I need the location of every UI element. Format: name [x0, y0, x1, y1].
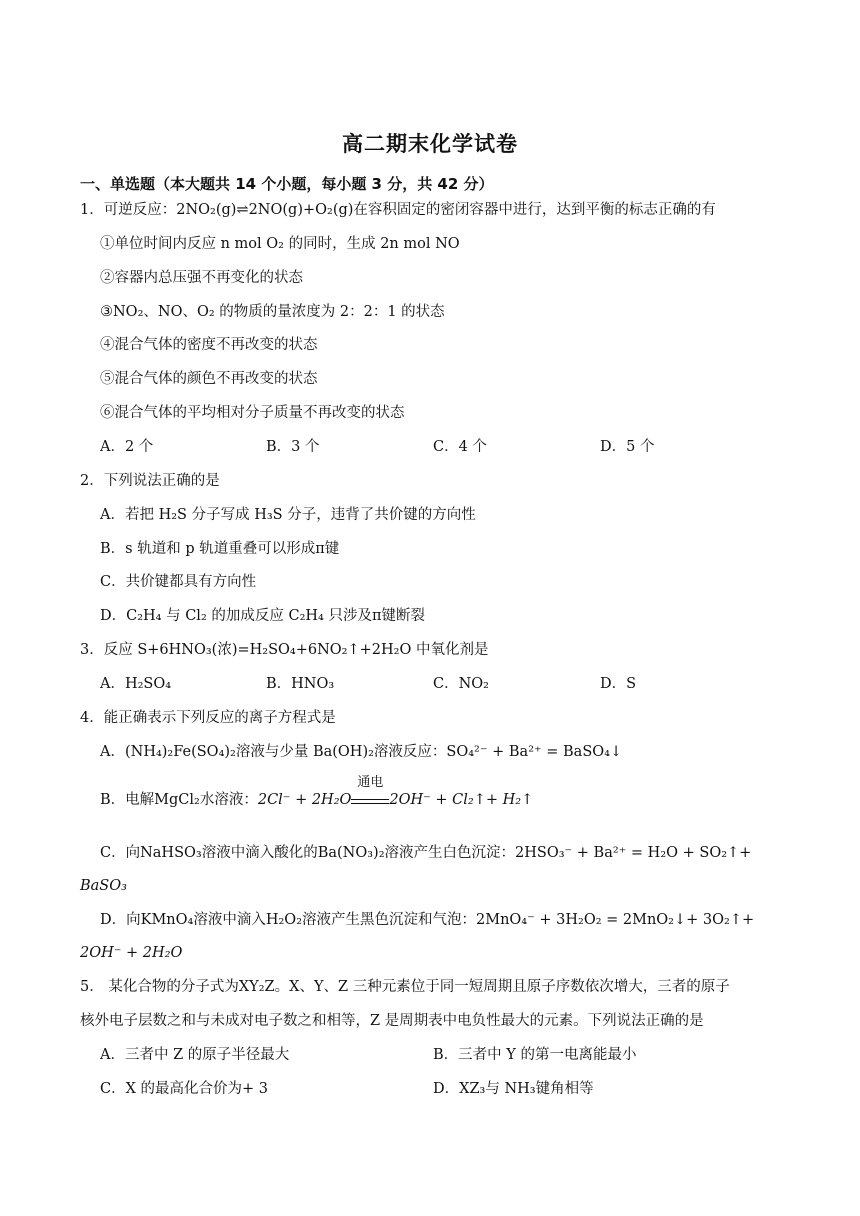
- question-1-option-c: C．4 个: [433, 439, 487, 455]
- question-4-stem: 4．能正确表示下列反应的离子方程式是: [80, 710, 336, 726]
- option-b-left-side: 2Cl⁻ + 2H₂O: [257, 792, 352, 808]
- question-5-stem-line-1: 5． 某化合物的分子式为XY₂Z。X、Y、Z 三种元素位于同一短周期且原子序数依次增大，三者的原子: [80, 979, 730, 995]
- question-4-option-b: [100, 775, 534, 810]
- option-b-right-side: 2OH⁻ + Cl₂↑+ H₂↑: [389, 792, 534, 808]
- question-1-item-5: ⑤混合气体的颜色不再改变的状态: [100, 371, 318, 387]
- section-heading: 一、单选题（本大题共 14 个小题，每小题 3 分，共 42 分）: [80, 175, 494, 193]
- question-2-option-a: A．若把 H₂S 分子写成 H₃S 分子，违背了共价键的方向性: [100, 507, 476, 523]
- question-2-option-d: D．C₂H₄ 与 Cl₂ 的加成反应 C₂H₄ 只涉及π键断裂: [100, 608, 425, 624]
- question-3-stem: 3．反应 S+6HNO₃(浓)=H₂SO₄+6NO₂↑+2H₂O 中氧化剂是: [80, 642, 489, 658]
- question-2-option-c: C．共价键都具有方向性: [100, 574, 257, 590]
- question-5-option-c: C．X 的最高化合价为+ 3: [100, 1081, 269, 1097]
- question-1-option-b: B．3 个: [266, 439, 320, 455]
- question-4-option-d-line-2: 2OH⁻ + 2H₂O: [80, 945, 183, 961]
- option-b-prefix: B．电解MgCl₂水溶液：: [100, 792, 258, 808]
- question-1-item-3: ③NO₂、NO、O₂ 的物质的量浓度为 2：2：1 的状态: [100, 304, 445, 320]
- question-5-option-d: D．XZ₃与 NH₃键角相等: [433, 1081, 594, 1097]
- question-4-option-a: A．(NH₄)₂Fe(SO₄)₂溶液与少量 Ba(OH)₂溶液反应：SO₄²⁻ + Ba²⁺ = BaSO₄↓: [100, 744, 623, 760]
- question-4-option-d-line-1: D．向KMnO₄溶液中滴入H₂O₂溶液产生黑色沉淀和气泡：2MnO₄⁻ + 3H₂O₂ = 2MnO₂↓+ 3O₂↑+: [100, 912, 755, 928]
- question-2-option-b: B．s 轨道和 p 轨道重叠可以形成π键: [100, 541, 340, 557]
- question-4-option-c-line-2: BaSO₃: [80, 878, 127, 894]
- question-3-option-c: C．NO₂: [433, 676, 489, 692]
- question-1-stem: 1．可逆反应：2NO₂(g)⇌2NO(g)+O₂(g)在容积固定的密闭容器中进行，达到平衡的标志正确的有: [80, 202, 716, 218]
- question-1-item-1: ①单位时间内反应 n mol O₂ 的同时，生成 2n mol NO: [100, 236, 460, 252]
- question-1-item-2: ②容器内总压强不再变化的状态: [100, 270, 303, 286]
- question-2-stem: 2．下列说法正确的是: [80, 473, 220, 489]
- electrolysis-arrow: [351, 775, 389, 804]
- question-3-option-a: A．H₂SO₄: [100, 676, 172, 692]
- electrolysis-condition: 通电: [357, 775, 384, 790]
- question-3-option-b: B．HNO₃: [266, 676, 335, 692]
- question-4-option-c-line-1: C．向NaHSO₃溶液中滴入酸化的Ba(NO₃)₂溶液产生白色沉淀：2HSO₃⁻ + Ba²⁺ = H₂O + SO₂↑+: [100, 845, 752, 861]
- question-1-option-d: D．5 个: [600, 439, 655, 455]
- question-5-stem-line-2: 核外电子层数之和与未成对电子数之和相等，Z 是周期表中电负性最大的元素。下列说法正确的是: [80, 1013, 704, 1029]
- question-1-item-4: ④混合气体的密度不再改变的状态: [100, 337, 318, 353]
- question-5-option-a: A．三者中 Z 的原子半径最大: [100, 1047, 290, 1063]
- page-title: 高二期末化学试卷: [342, 132, 518, 156]
- question-1-item-6: ⑥混合气体的平均相对分子质量不再改变的状态: [100, 405, 405, 421]
- question-5-option-b: B．三者中 Y 的第一电离能最小: [433, 1047, 637, 1063]
- question-1-option-a: A．2 个: [100, 439, 154, 455]
- question-3-option-d: D．S: [600, 676, 637, 692]
